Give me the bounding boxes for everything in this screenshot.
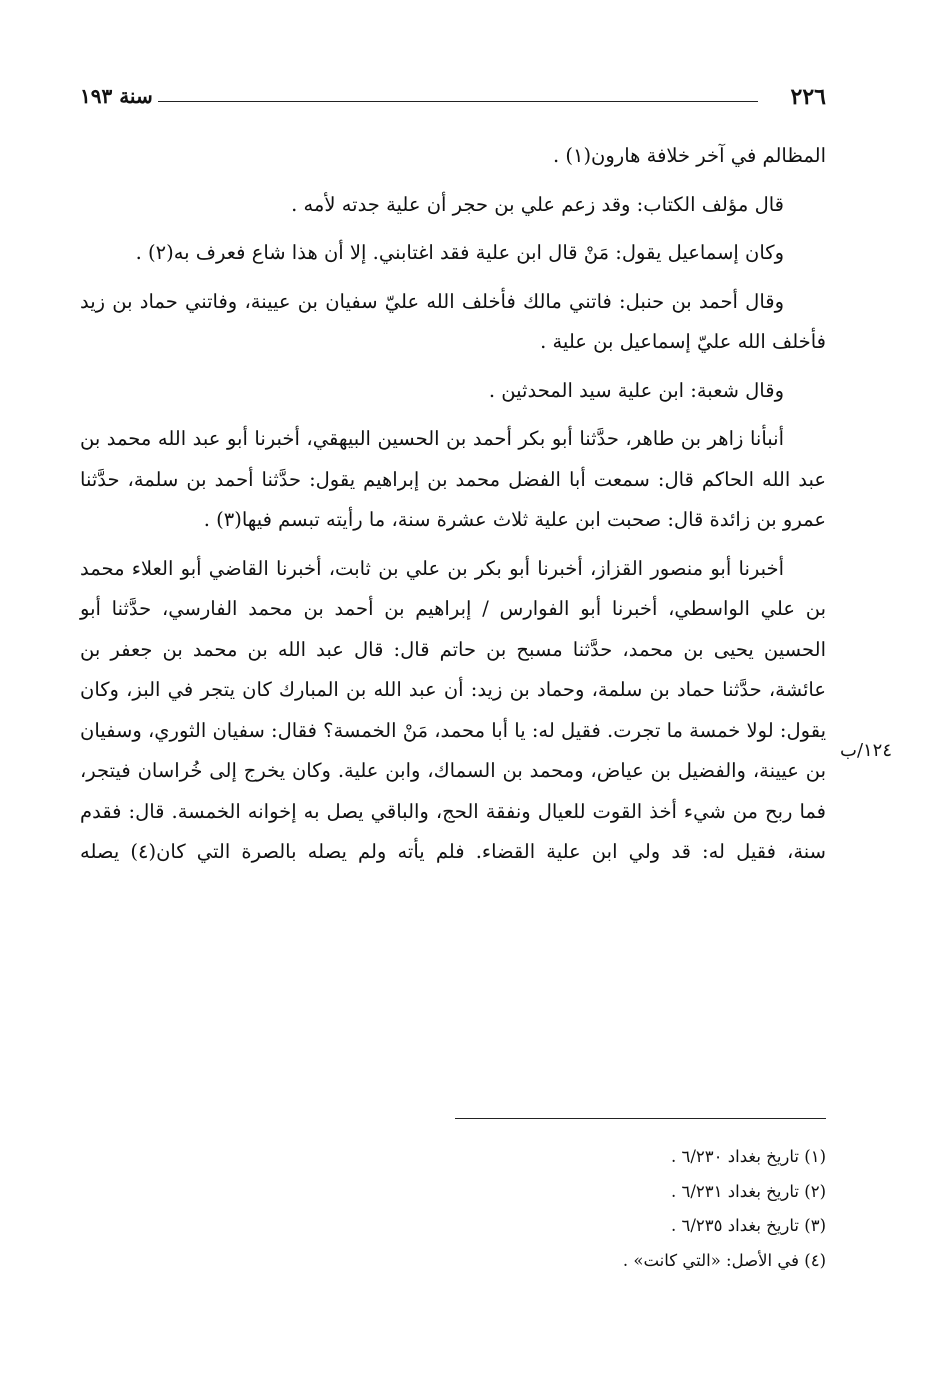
page-header — [80, 84, 826, 114]
margin-folio-note: ١٢٤/ب — [840, 740, 893, 761]
footnote: (٤) في الأصل: «التي كانت» . — [622, 1250, 826, 1270]
paragraph: قال مؤلف الكتاب: وقد زعم علي بن حجر أن علية جدته لأمه . — [291, 192, 784, 216]
footnote: (٢) تاريخ بغداد ٦/٢٣١ . — [671, 1181, 826, 1201]
main-text — [80, 136, 826, 881]
running-title: سنة ١٩٣ — [80, 84, 153, 108]
footnote: (٣) تاريخ بغداد ٦/٢٣٥ . — [671, 1216, 826, 1235]
paragraph: أنبأنا زاهر بن طاهر، حدَّثنا أبو بكر أحمد بن الحسين البيهقي، أخبرنا أبو عبد الله محمد بن عبد الله الحاكم قال: سمعت أبا الفضل محمد بن إبراهيم يقول: حدَّثنا أحمد بن سلمة، حدَّثنا عمرو بن زائدة قال: صحبت ابن علية ثلاث عشرة سنة، ما رأيته تبسم فيها(٣) . — [80, 427, 826, 531]
footnote-separator — [455, 1118, 826, 1119]
paragraph: وقال أحمد بن حنبل: فاتني مالك فأخلف الله عليّ سفيان بن عيينة، وفاتني حماد بن زيد فأخلف الله عليّ إسماعيل بن علية . — [80, 289, 826, 353]
paragraph: المظالم في آخر خلافة هارون(١) . — [552, 144, 826, 167]
footnote: (١) تاريخ بغداد ٦/٢٣٠ . — [671, 1147, 826, 1166]
page-number: ٢٢٦ — [790, 84, 826, 110]
paragraph: وكان إسماعيل يقول: مَنْ قال ابن علية فقد اغتابني. إلا أن هذا شاع فعرف به(٢) . — [135, 241, 784, 264]
header-rule — [158, 101, 758, 102]
paragraph: أخبرنا أبو منصور القزاز، أخبرنا أبو بكر بن علي بن ثابت، أخبرنا القاضي أبو العلاء محمد بن علي الواسطي، أخبرنا أبو الفوارس / إبراهيم بن أحمد بن محمد الفارسي، حدَّثنا أبو الحسين يحيى بن محمد، حدَّثنا مسبح بن حاتم قال: قال عبد الله بن محمد بن جعفر بن عائشة، حدَّثنا حماد بن سلمة، وحماد بن زيد: أن عبد الله بن المبارك كان يتجر في البز، وكان يقول: لولا خمسة ما تجرت. فقيل له: يا أبا محمد، مَنْ الخمسة؟ فقال: سفيان الثوري، وسفيان بن عيينة، والفضيل بن عياض، ومحمد بن السماك، وابن علية. وكان يخرج إلى خُراسان فيتجر، فما ربح من شيء أخذ القوت للعيال ونفقة الحج، والباقي يصل به إخوانه الخمسة. قال: فقدم سنة، فقيل له: قد ولي ابن علية القضاء. فلم يأته ولم يصله بالصرة التي كان(٤) يصله — [80, 556, 827, 863]
footnotes — [80, 1140, 826, 1278]
paragraph: وقال شعبة: ابن علية سيد المحدثين . — [488, 378, 784, 402]
